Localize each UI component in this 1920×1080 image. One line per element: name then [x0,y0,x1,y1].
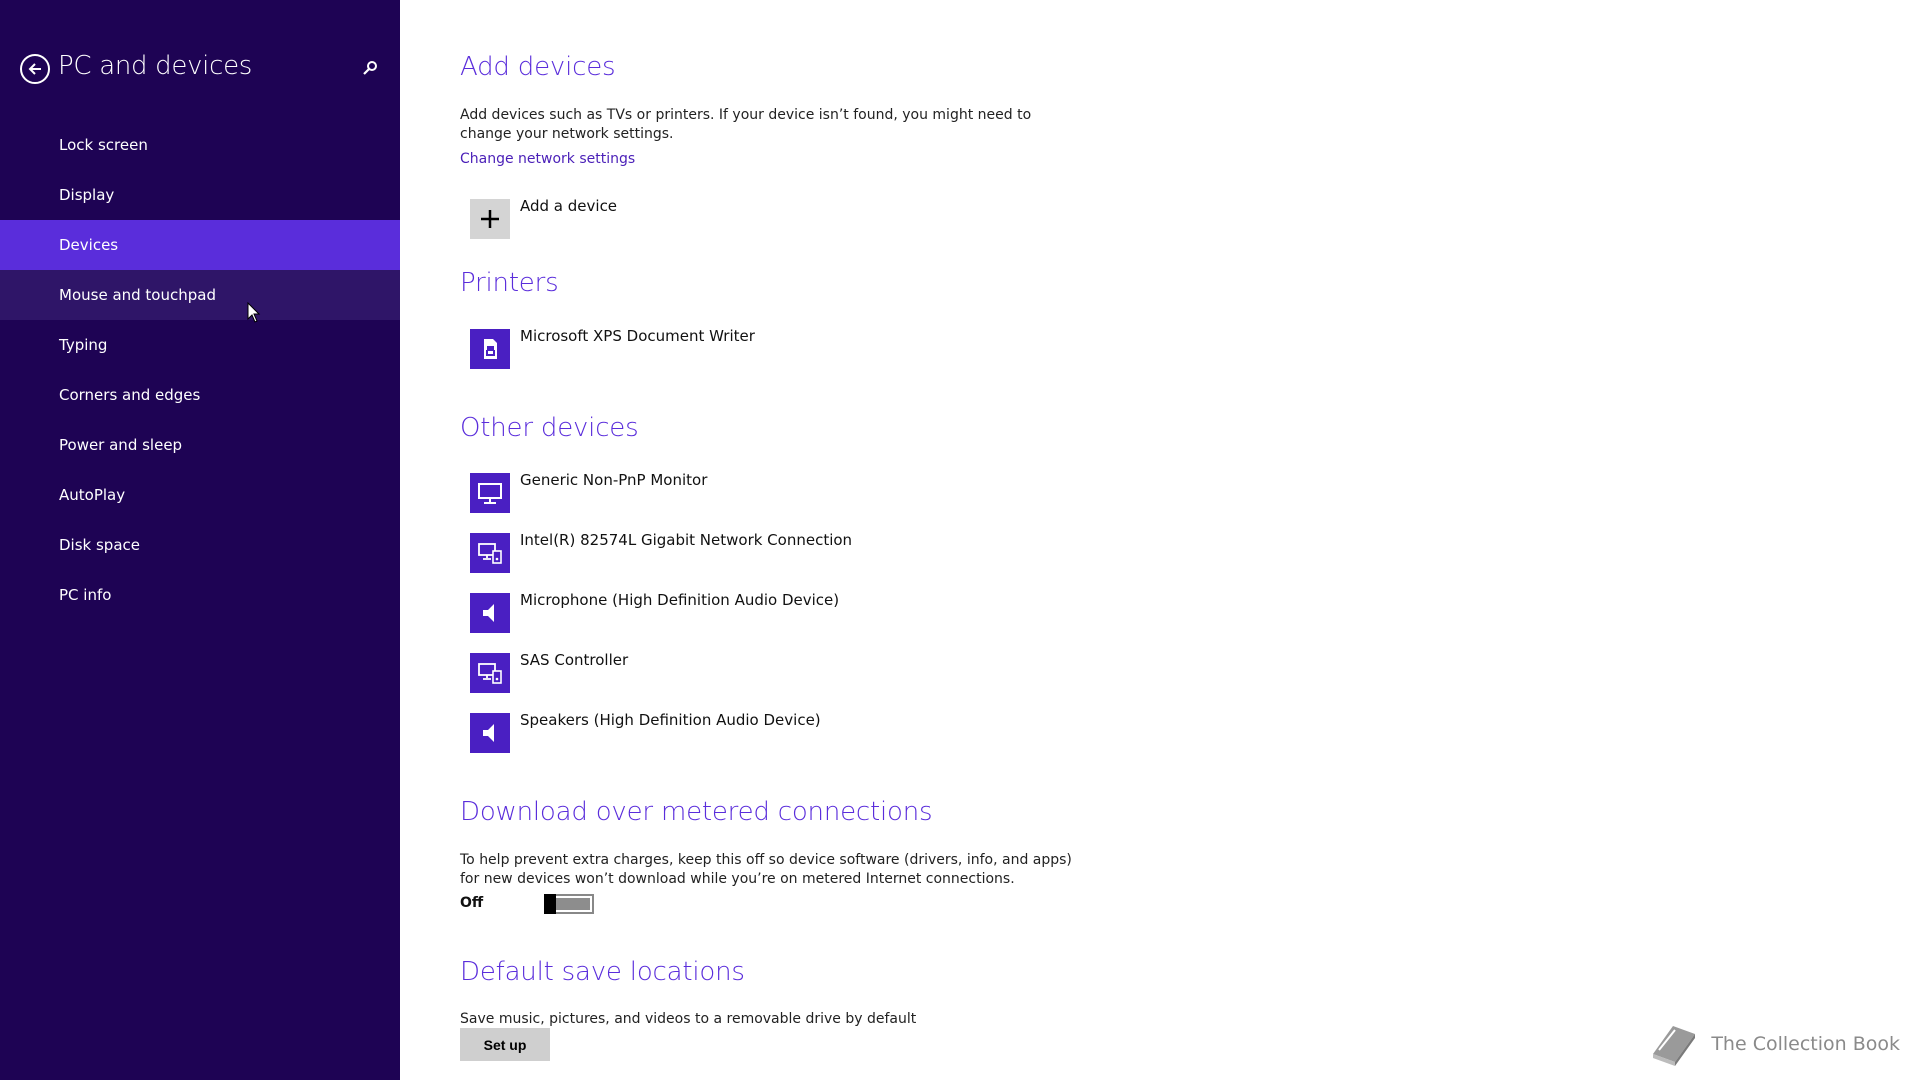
sidebar-item-power-and-sleep[interactable]: Power and sleep [59,436,183,454]
device-row-network[interactable] [470,533,852,575]
sidebar-item-display[interactable]: Display [59,186,115,204]
add-devices-description: Add devices such as TVs or printers. If your device isn’t found, you might need to change your network settings. [460,107,1032,142]
device-row-xps-writer[interactable] [470,329,755,371]
speaker-icon [470,593,510,633]
metered-toggle[interactable] [544,894,594,914]
device-label: Microphone (High Definition Audio Device) [520,591,840,609]
sidebar-nav [0,120,400,620]
setup-button[interactable]: Set up [460,1028,550,1061]
change-network-settings-link[interactable]: Change network settings [460,151,636,167]
sidebar-header [20,51,380,88]
back-button[interactable] [20,54,50,84]
device-row-microphone[interactable] [470,593,839,635]
device-icon [470,653,510,693]
printers-heading: Printers [460,268,559,298]
toggle-knob [544,894,556,914]
speaker-icon [470,713,510,753]
back-arrow-icon [27,61,43,77]
watermark-text: The Collection Book [1711,1033,1900,1055]
device-label: Generic Non-PnP Monitor [520,471,708,489]
metered-heading: Download over metered connections [460,797,933,827]
device-row-monitor[interactable] [470,473,707,515]
page-title: PC and devices [58,51,253,81]
sidebar-item-mouse-and-touchpad[interactable]: Mouse and touchpad [0,270,400,320]
metered-description: To help prevent extra charges, keep this off so device software (drivers, info, and apps) for new devices won’t download while you’re on metered Internet connections. [460,852,1072,887]
mouse-cursor-icon [247,302,261,324]
printer-icon [470,329,510,369]
sidebar-item-lock-screen[interactable]: Lock screen [59,136,148,154]
add-devices-heading: Add devices [460,52,616,82]
device-row-sas-controller[interactable] [470,653,628,695]
device-label: Intel(R) 82574L Gigabit Network Connection [520,531,853,549]
save-locations-heading: Default save locations [460,957,745,987]
sidebar-item-pc-info[interactable]: PC info [59,586,112,604]
search-icon[interactable] [362,60,380,78]
add-device-button[interactable] [470,199,617,241]
sidebar-item-autoplay[interactable]: AutoPlay [59,486,126,504]
device-label: Microsoft XPS Document Writer [520,327,755,345]
sidebar [0,0,400,1080]
device-label: Speakers (High Definition Audio Device) [520,711,821,729]
device-row-speakers[interactable] [470,713,821,755]
metered-toggle-state: Off [460,895,484,911]
sidebar-item-devices[interactable]: Devices [0,220,400,270]
sidebar-item-disk-space[interactable]: Disk space [59,536,140,554]
watermark [1645,1020,1900,1068]
sidebar-item-typing[interactable]: Typing [59,336,108,354]
plus-icon [470,199,510,239]
device-label: SAS Controller [520,651,629,669]
monitor-icon [470,473,510,513]
sidebar-item-corners-and-edges[interactable]: Corners and edges [59,386,201,404]
book-icon [1645,1020,1701,1068]
add-device-label: Add a device [520,197,618,215]
device-icon [470,533,510,573]
save-locations-description: Save music, pictures, and videos to a removable drive by default [460,1011,917,1027]
other-devices-heading: Other devices [460,413,639,443]
